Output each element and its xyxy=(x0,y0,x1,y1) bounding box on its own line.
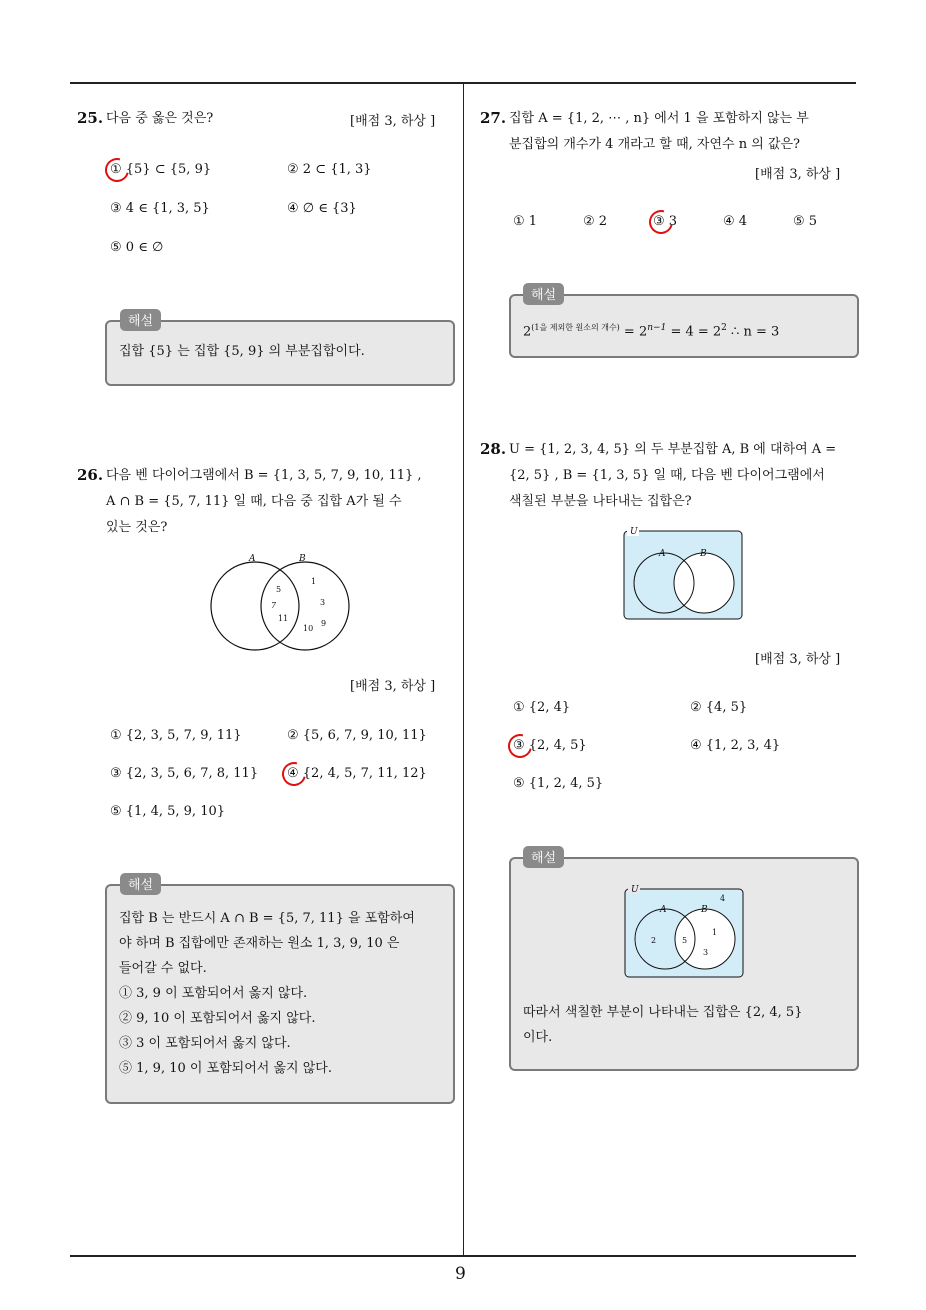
option-2[interactable]: ② {5, 6, 7, 9, 10, 11} xyxy=(287,728,427,743)
venn-item: 11 xyxy=(278,614,289,623)
venn-item: 1 xyxy=(311,577,317,586)
option-4[interactable]: ④ {1, 2, 3, 4} xyxy=(690,738,781,753)
solution-line: 집합 B 는 반드시 A ∩ B = {5, 7, 11} 을 포함하여 xyxy=(119,911,415,926)
question-number: 27. xyxy=(480,109,507,127)
universe-label: U xyxy=(630,527,638,537)
bottom-rule xyxy=(70,1255,856,1257)
option-4[interactable]: ④ {2, 4, 5, 7, 11, 12} xyxy=(287,766,427,781)
option-1[interactable]: ① {5} ⊂ {5, 9} xyxy=(110,162,212,177)
score-label: [배점 3, 하상 ] xyxy=(350,679,436,694)
solution-line: ⑤ 1, 9, 10 이 포함되어서 옳지 않다. xyxy=(119,1061,332,1076)
venn-item: 3 xyxy=(703,948,709,957)
venn-item: 4 xyxy=(720,894,726,903)
question-text-line-2: A ∩ B = {5, 7, 11} 일 때, 다음 중 집합 A가 될 수 xyxy=(106,494,402,509)
option-2[interactable]: ② 2 xyxy=(583,214,608,229)
option-2[interactable]: ② 2 ⊂ {1, 3} xyxy=(287,162,372,177)
option-5[interactable]: ⑤ 0 ∈ ∅ xyxy=(110,240,164,255)
answer-mark-circle xyxy=(504,730,537,763)
score-label: [배점 3, 하상 ] xyxy=(755,167,841,182)
option-1[interactable]: ① {2, 3, 5, 7, 9, 11} xyxy=(110,728,242,743)
venn-item: 5 xyxy=(682,936,688,945)
option-2[interactable]: ② {4, 5} xyxy=(690,700,748,715)
question-text-line-2: {2, 5} , B = {1, 3, 5} 일 때, 다음 벤 다이어그램에서 xyxy=(509,468,825,483)
question-text-line-1: 집합 A = {1, 2, ⋯ , n} 에서 1 을 포함하지 않는 부 xyxy=(509,111,809,126)
solution-formula: $2^{(1을 제외한 원소의 개수)} = 2^{n-1} = 4 = 2^2$ ∴ n = 3 xyxy=(523,323,780,340)
option-1[interactable]: ① 1 xyxy=(513,214,538,229)
solution-label: 해설 xyxy=(523,283,564,305)
page-number: 9 xyxy=(455,1264,466,1284)
universe-label: U xyxy=(631,885,639,895)
set-b-label: B xyxy=(299,554,306,564)
solution-label: 해설 xyxy=(120,873,161,895)
answer-mark-circle xyxy=(278,758,311,791)
score-label: [배점 3, 하상 ] xyxy=(350,114,436,129)
set-b-label: B xyxy=(701,905,708,915)
venn-item: 3 xyxy=(320,598,326,607)
solution-box xyxy=(105,884,455,1104)
option-1[interactable]: ① {2, 4} xyxy=(513,700,571,715)
option-4[interactable]: ④ 4 xyxy=(723,214,748,229)
question-text-line-3: 있는 것은? xyxy=(106,520,168,535)
question-text-line-2: 분집합의 개수가 4 개라고 할 때, 자연수 n 의 값은? xyxy=(509,137,800,152)
score-label: [배점 3, 하상 ] xyxy=(755,652,841,667)
solution-line: ② 9, 10 이 포함되어서 옳지 않다. xyxy=(119,1011,316,1026)
answer-mark-circle xyxy=(645,206,678,239)
question-number: 28. xyxy=(480,440,507,458)
solution-line: ③ 3 이 포함되어서 옳지 않다. xyxy=(119,1036,291,1051)
venn-item: 5 xyxy=(276,585,282,594)
solution-text: 집합 {5} 는 집합 {5, 9} 의 부분집합이다. xyxy=(119,344,365,359)
solution-line: 들어갈 수 없다. xyxy=(119,961,207,976)
venn-item: 9 xyxy=(321,619,327,628)
column-divider xyxy=(463,82,464,1255)
question-text: 다음 중 옳은 것은? xyxy=(106,111,214,126)
answer-mark-circle xyxy=(101,154,134,187)
option-5[interactable]: ⑤ {1, 2, 4, 5} xyxy=(513,776,604,791)
option-5[interactable]: ⑤ 5 xyxy=(793,214,818,229)
venn-item: 10 xyxy=(303,624,314,633)
solution-line: 이다. xyxy=(523,1030,553,1045)
solution-line: 야 하며 B 집합에만 존재하는 원소 1, 3, 9, 10 은 xyxy=(119,936,400,951)
venn-diagram xyxy=(622,525,746,622)
option-3[interactable]: ③ {2, 3, 5, 6, 7, 8, 11} xyxy=(110,766,259,781)
venn-item: 2 xyxy=(651,936,657,945)
option-3[interactable]: ③ 3 xyxy=(653,214,678,229)
question-number: 25. xyxy=(77,109,104,127)
venn-item: 1 xyxy=(712,928,718,937)
solution-box xyxy=(509,857,859,1071)
option-3[interactable]: ③ 4 ∈ {1, 3, 5} xyxy=(110,201,210,216)
solution-label: 해설 xyxy=(523,846,564,868)
option-3[interactable]: ③ {2, 4, 5} xyxy=(513,738,587,753)
set-a-label: A xyxy=(660,905,667,915)
question-text-line-1: 다음 벤 다이어그램에서 B = {1, 3, 5, 7, 9, 10, 11} , xyxy=(106,468,422,483)
set-b-label: B xyxy=(700,549,707,559)
solution-line: ① 3, 9 이 포함되어서 옳지 않다. xyxy=(119,986,308,1001)
set-a-circle xyxy=(211,562,299,650)
set-b-circle xyxy=(674,553,734,613)
solution-label: 해설 xyxy=(120,309,161,331)
solution-line: 따라서 색칠한 부분이 나타내는 집합은 {2, 4, 5} xyxy=(523,1005,803,1020)
venn-item: 7 xyxy=(271,601,277,610)
solution-venn-diagram xyxy=(623,883,747,979)
question-text-line-3: 색칠된 부분을 나타내는 집합은? xyxy=(509,494,692,509)
set-a-label: A xyxy=(249,554,256,564)
venn-diagram xyxy=(205,550,355,655)
question-number: 26. xyxy=(77,466,104,484)
set-a-label: A xyxy=(659,549,666,559)
option-5[interactable]: ⑤ {1, 4, 5, 9, 10} xyxy=(110,804,226,819)
option-4[interactable]: ④ ∅ ∈ {3} xyxy=(287,201,357,216)
question-text-line-1: U = {1, 2, 3, 4, 5} 의 두 부분집합 A, B 에 대하여 A = xyxy=(509,442,837,457)
